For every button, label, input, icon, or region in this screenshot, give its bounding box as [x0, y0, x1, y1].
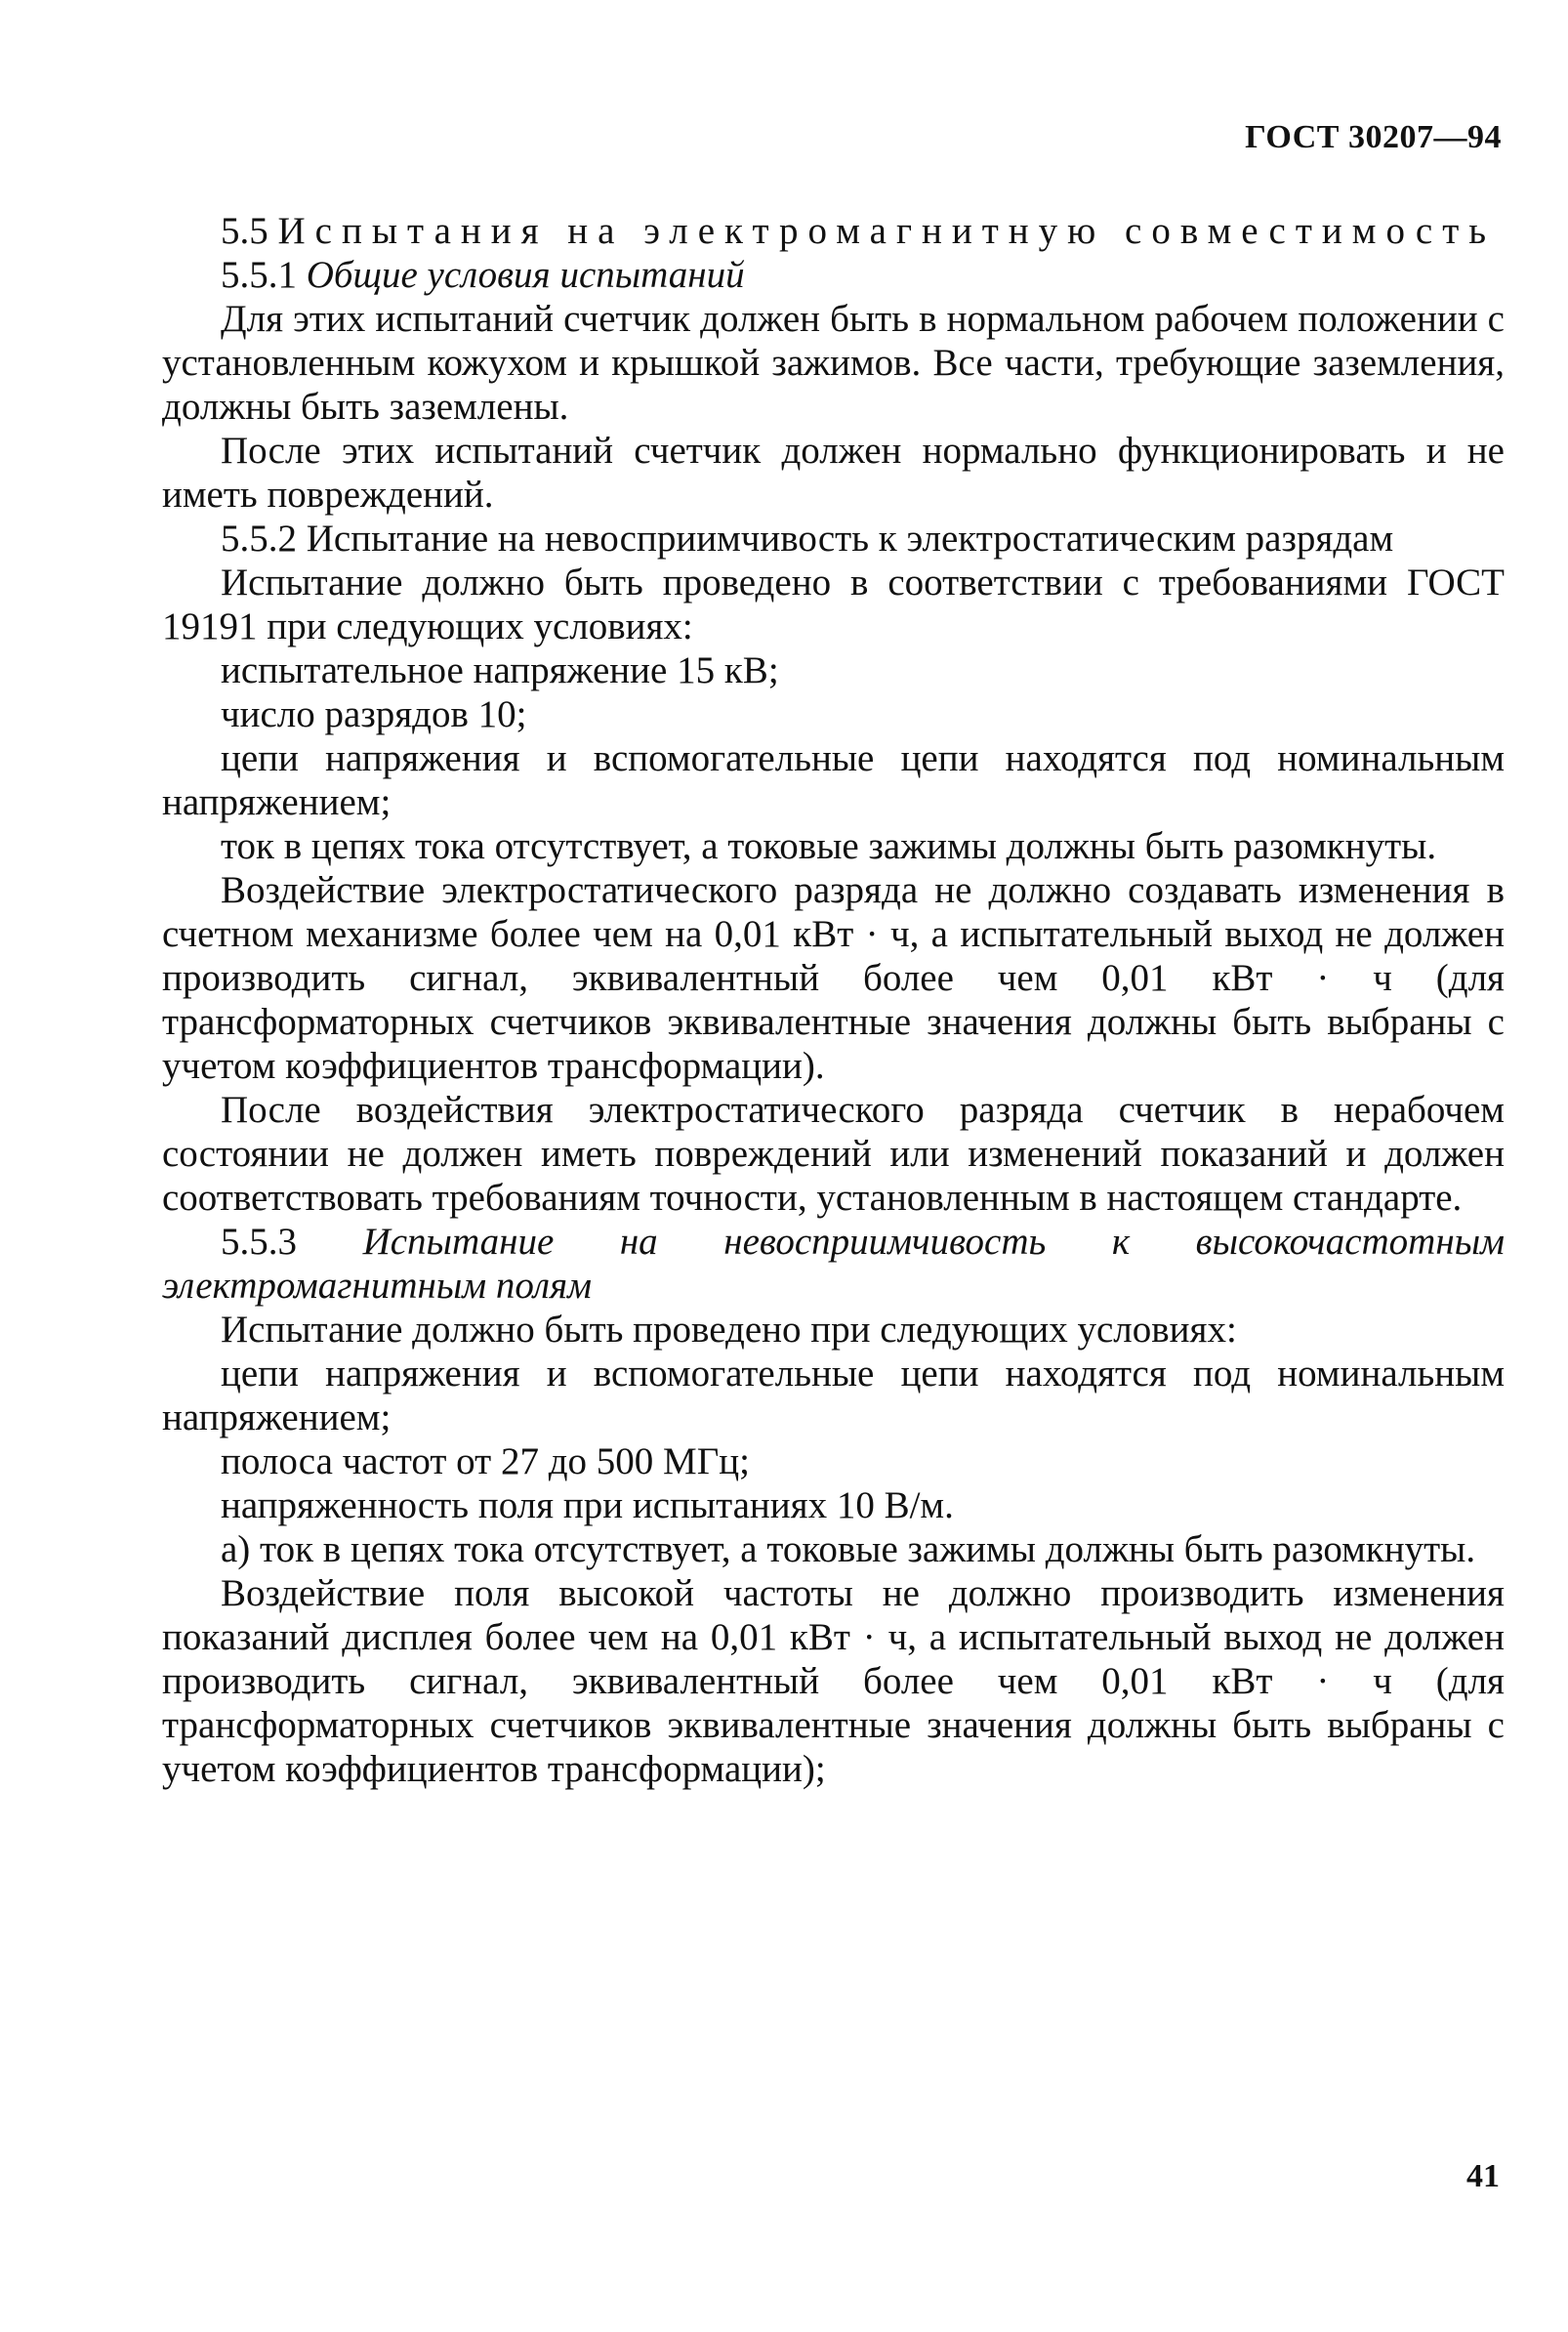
subsection-number: 5.5.3 [221, 1221, 297, 1263]
standard-header: ГОСТ 30207—94 [1245, 119, 1502, 155]
subsection-heading-5-5-1 [162, 253, 1505, 297]
subsection-heading-5-5-2 [162, 517, 1505, 561]
page-number: 41 [1466, 2158, 1500, 2194]
section-heading [162, 209, 1505, 253]
subsection-title: Общие условия испытаний [306, 254, 745, 296]
paragraph: Воздействие поля высокой частоты не должно производить изменения показаний дисплея более чем на 0,01 кВт · ч, а испытательный выход не должен производить сигнал, эквивалентный более чем 0,01 кВт · ч (для трансформаторных счетчиков эквивалентные значения должны быть выбраны с учетом коэффициентов трансформации); [162, 1572, 1505, 1790]
subsection-number: 5.5.1 [221, 254, 297, 296]
subsection-heading-5-5-3 [162, 1220, 1505, 1308]
subsection-title: Испытание на невосприимчивость к высокочастотным электромагнитным полям [162, 1221, 1505, 1307]
condition-item: полоса частот от 27 до 500 МГц; [221, 1440, 750, 1482]
condition-item: напряженность поля при испытаниях 10 В/м. [221, 1484, 954, 1526]
section-number: 5.5 [221, 210, 268, 252]
subsection-title: Испытание на невосприимчивость к электростатическим разрядам [306, 518, 1394, 560]
subsection-number: 5.5.2 [221, 518, 297, 560]
condition-item: цепи напряжения и вспомогательные цепи находятся под номинальным напряжением; [162, 737, 1505, 823]
section-title: Испытания на электромагнитную совместимость [277, 210, 1497, 252]
condition-item: ток в цепях тока отсутствует, а токовые зажимы должны быть разомкнуты. [221, 825, 1437, 867]
condition-item: а) ток в цепях тока отсутствует, а токовые зажимы должны быть разомкнуты. [221, 1528, 1476, 1570]
paragraph: Для этих испытаний счетчик должен быть в нормальном рабочем положении с установленным кожухом и крышкой зажимов. Все части, требующие заземления, должны быть заземлены. [162, 298, 1505, 428]
paragraph: Воздействие электростатического разряда не должно создавать изменения в счетном механизме более чем на 0,01 кВт · ч, а испытательный выход не должен производить сигнал, эквивалентный более чем 0,01 кВт · ч (для трансформаторных счетчиков эквивалентные значения должны быть выбраны с учетом коэффициентов трансформации). [162, 869, 1505, 1087]
paragraph: Испытание должно быть проведено при следующих условиях: [221, 1309, 1237, 1351]
page-content [162, 209, 1505, 1791]
condition-item: испытательное напряжение 15 кВ; [221, 649, 779, 691]
condition-item: число разрядов 10; [221, 693, 527, 735]
paragraph: После воздействия электростатического разряда счетчик в нерабочем состоянии не должен иметь повреждений или изменений показаний и должен соответствовать требованиям точности, установленным в настоящем стандарте. [162, 1089, 1505, 1219]
paragraph: Испытание должно быть проведено в соответствии с требованиями ГОСТ 19191 при следующих условиях: [162, 562, 1505, 647]
condition-item: цепи напряжения и вспомогательные цепи находятся под номинальным напряжением; [162, 1353, 1505, 1438]
paragraph: После этих испытаний счетчик должен нормально функционировать и не иметь повреждений. [162, 430, 1505, 516]
